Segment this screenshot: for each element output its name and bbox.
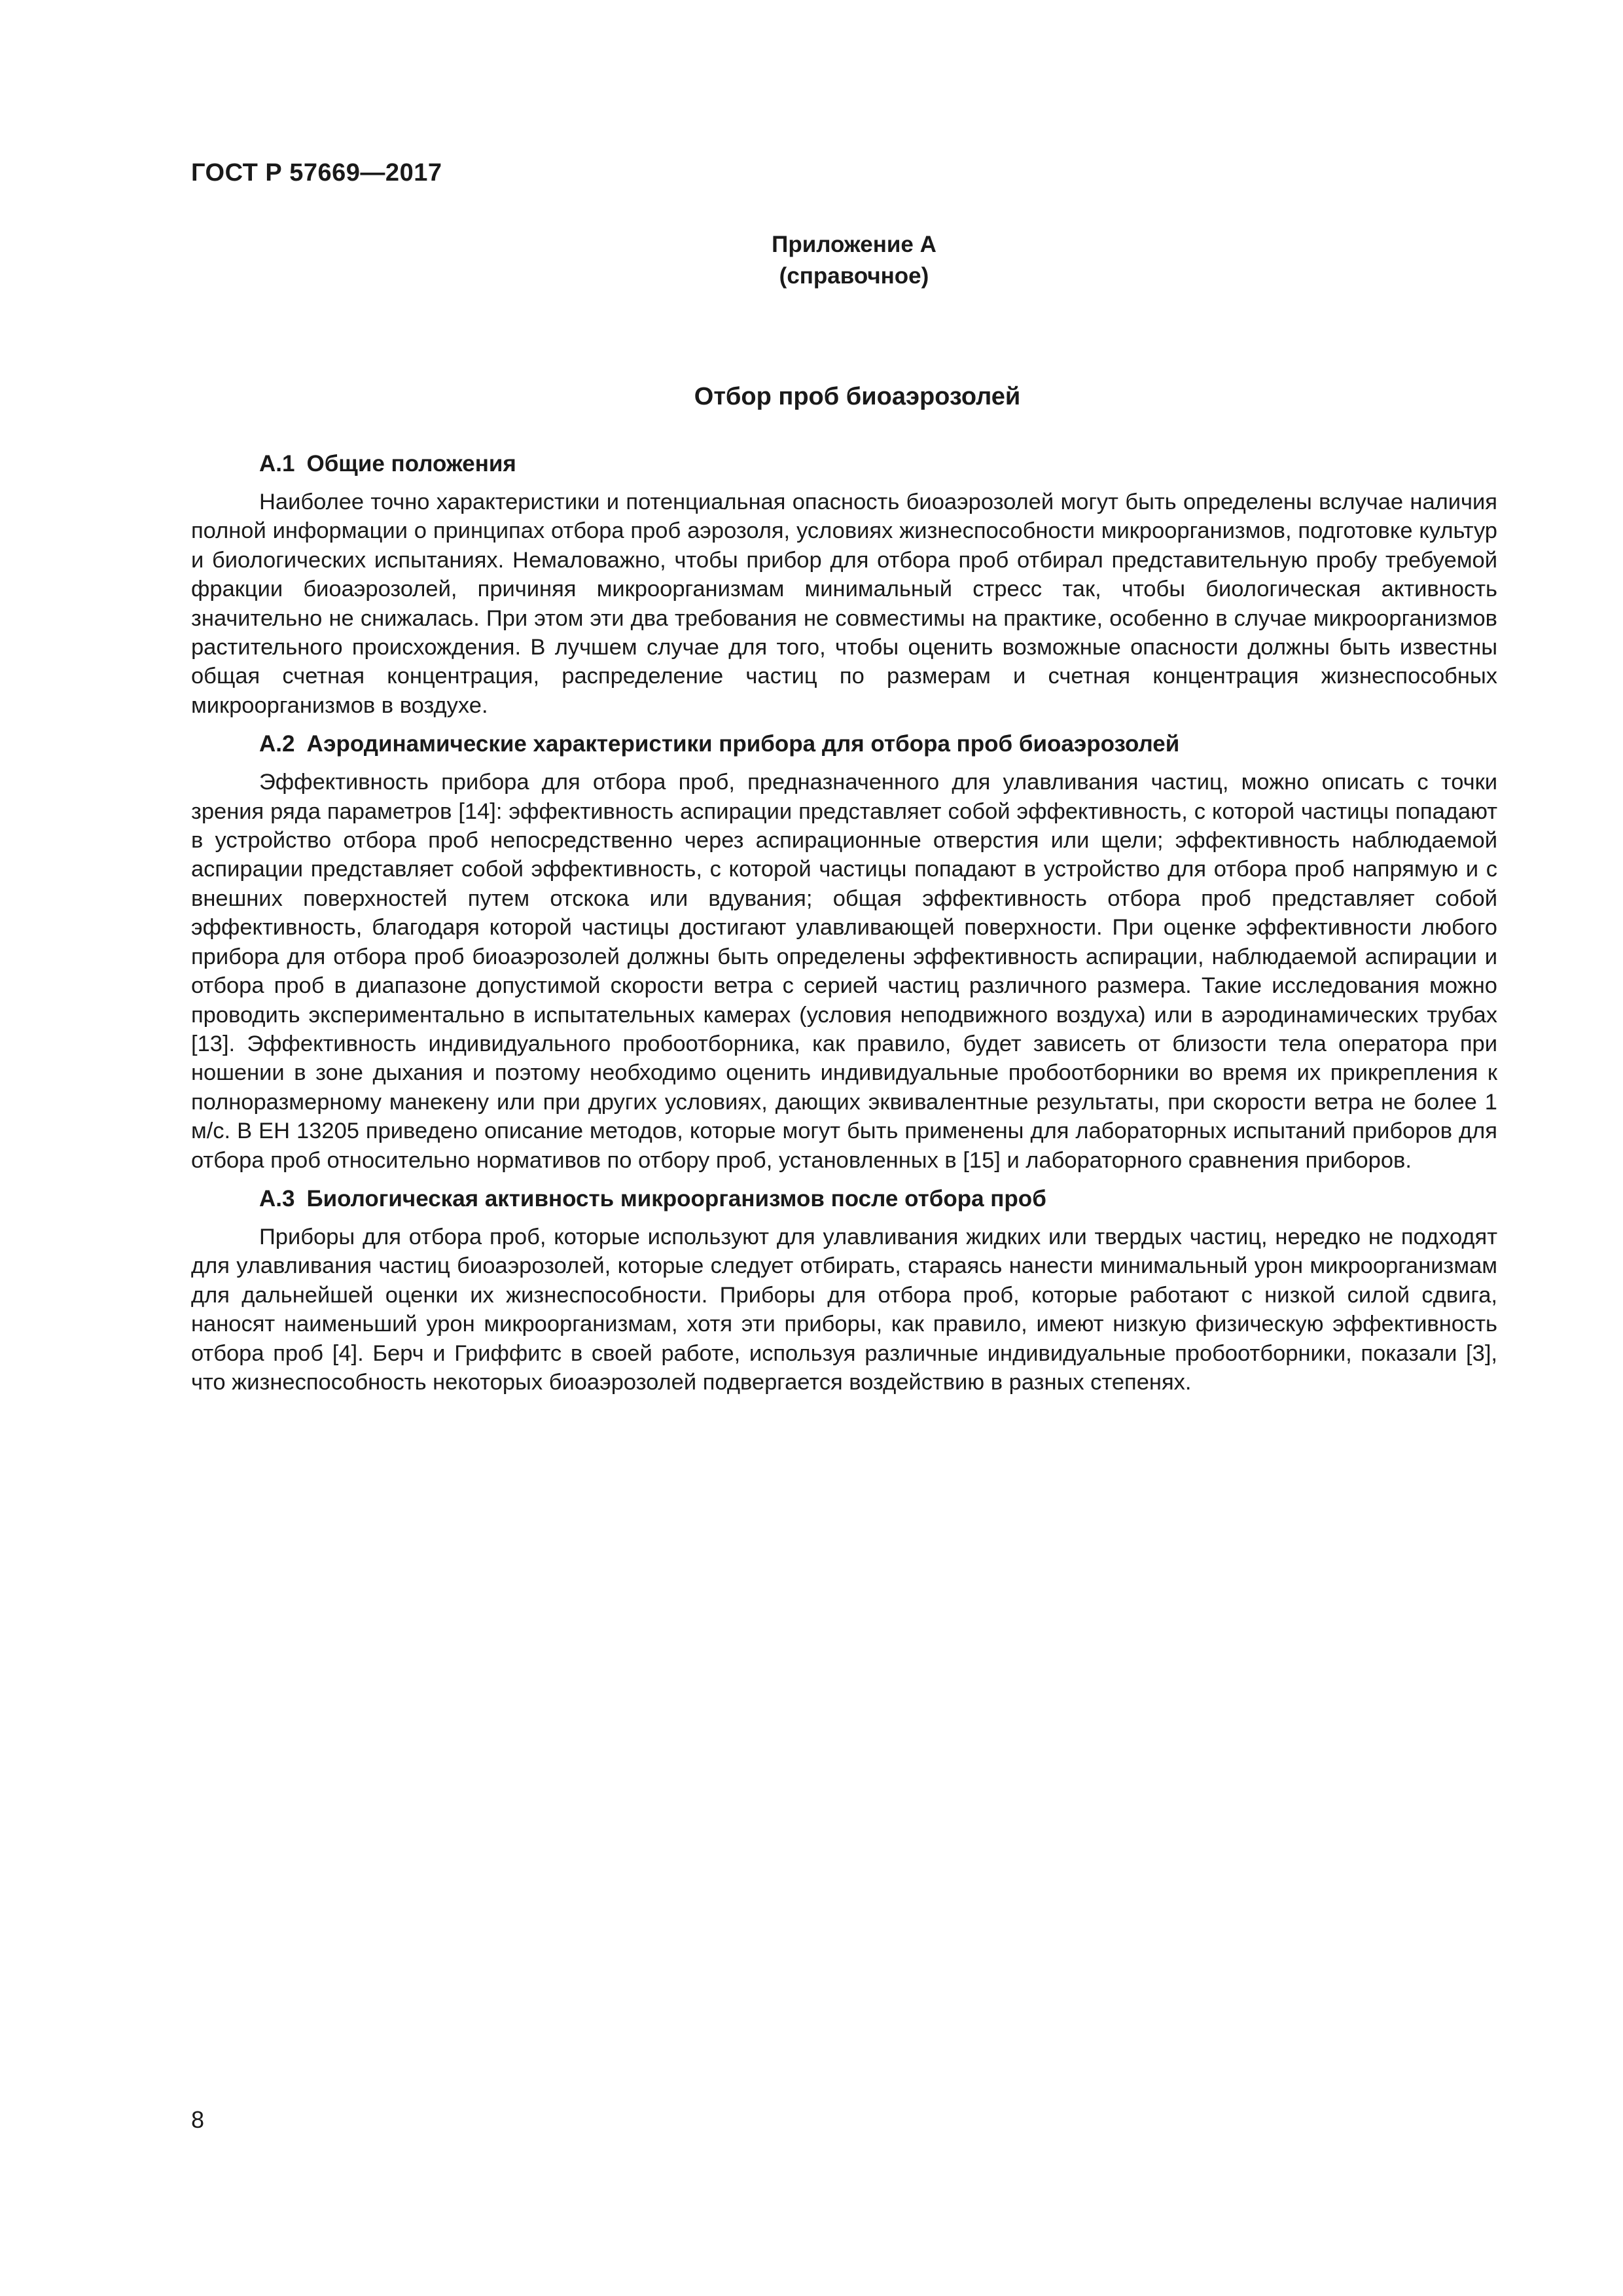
- section-number: А.3: [259, 1185, 295, 1211]
- section-number: А.1: [259, 451, 295, 476]
- section-title: Аэродинамические характеристики прибора для отбора проб биоаэрозолей: [306, 731, 1180, 757]
- appendix-heading: Отбор проб биоаэрозолей: [694, 383, 1021, 410]
- document-body: [191, 449, 1497, 1406]
- section-heading: [191, 729, 1497, 759]
- section-paragraph: Эффективность прибора для отбора проб, предназначенного для улавливания частиц, можно описать с точки зрения ряда параметров [14]: эффективность аспирации представляет собой эффективность, с которой частицы попадают в устройство отбора проб непосредственно через аспирационные отверстия или щели; эффективность наблюдаемой аспирации представляет собой эффективность, с которой частицы попадают в устройство для отбора проб напрямую и с внешних поверхностей путем отскока или вдувания; общая эффективность отбора проб представляет собой эффективность, благодаря которой частицы достигают улавливающей поверхности. При оценке эффективности любого прибора для отбора проб биоаэрозолей должны быть определены эффективность аспирации, наблюдаемой аспирации и отбора проб в диапазоне допустимой скорости ветра с серией частиц различного размера. Такие исследования можно проводить экспериментально в испытательных камерах (условия неподвижного воздуха) или в аэродинамических трубах [13]. Эффективность индивидуального пробоотборника, как правило, будет зависеть от близости тела оператора при ношении в зоне дыхания и поэтому необходимо оценить индивидуальные пробоотборники во время их прикрепления к полноразмерному манекену или при других условиях, дающих эквивалентные результаты, при скорости ветра не более 1 м/с. В ЕН 13205 приведено описание методов, которые могут быть применены для лабораторных испытаний приборов для отбора проб относительно нормативов по отбору проб, установленных в [15] и лабораторного сравнения приборов.: [191, 770, 1497, 1173]
- page-number: 8: [191, 2106, 205, 2133]
- section-a1: [191, 449, 1497, 720]
- appendix-label: [681, 229, 1027, 292]
- section-heading: [191, 1184, 1497, 1214]
- section-heading: [191, 449, 1497, 479]
- section-title: Общие положения: [306, 451, 516, 476]
- section-number: А.2: [259, 731, 295, 757]
- appendix-title: Приложение А: [772, 232, 936, 257]
- section-title: Биологическая активность микроорганизмов после отбора проб: [306, 1185, 1046, 1211]
- section-a2: [191, 729, 1497, 1175]
- document-code: ГОСТ Р 57669—2017: [191, 159, 442, 187]
- section-paragraph: Наиболее точно характеристики и потенциальная опасность биоаэрозолей могут быть определены вслучае наличия полной информации о принципах отбора проб аэрозоля, условиях жизнеспособности микроорганизмов, подготовке культур и биологических испытаниях. Немаловажно, чтобы прибор для отбора проб отбирал представительную пробу требуемой фракции биоаэрозолей, причиняя микроорганизмам минимальный стресс так, чтобы биологическая активность значительно не снижалась. При этом эти два требования не совместимы на практике, особенно в случае микроорганизмов растительного происхождения. В лучшем случае для того, чтобы оценить возможные опасности должны быть известны общая счетная концентрация, распределение частиц по размерам и счетная концентрация жизнеспособных микроорганизмов в воздухе.: [191, 490, 1497, 718]
- section-a3: [191, 1184, 1497, 1397]
- section-paragraph: Приборы для отбора проб, которые используют для улавливания жидких или твердых частиц, нередко не подходят для улавливания частиц биоаэрозолей, которые следует отбирать, стараясь нанести минимальный урон микроорганизмам для дальнейшей оценки их жизнеспособности. Приборы для отбора проб, которые работают с низкой силой сдвига, наносят наименьший урон микроорганизмам, хотя эти приборы, как правило, имеют низкую физическую эффективность отбора проб [4]. Берч и Гриффитс в своей работе, используя различные индивидуальные пробоотборники, показали [3], что жизнеспособность некоторых биоаэрозолей подвергается воздействию в разных степенях.: [191, 1224, 1497, 1395]
- appendix-type: (справочное): [779, 263, 929, 289]
